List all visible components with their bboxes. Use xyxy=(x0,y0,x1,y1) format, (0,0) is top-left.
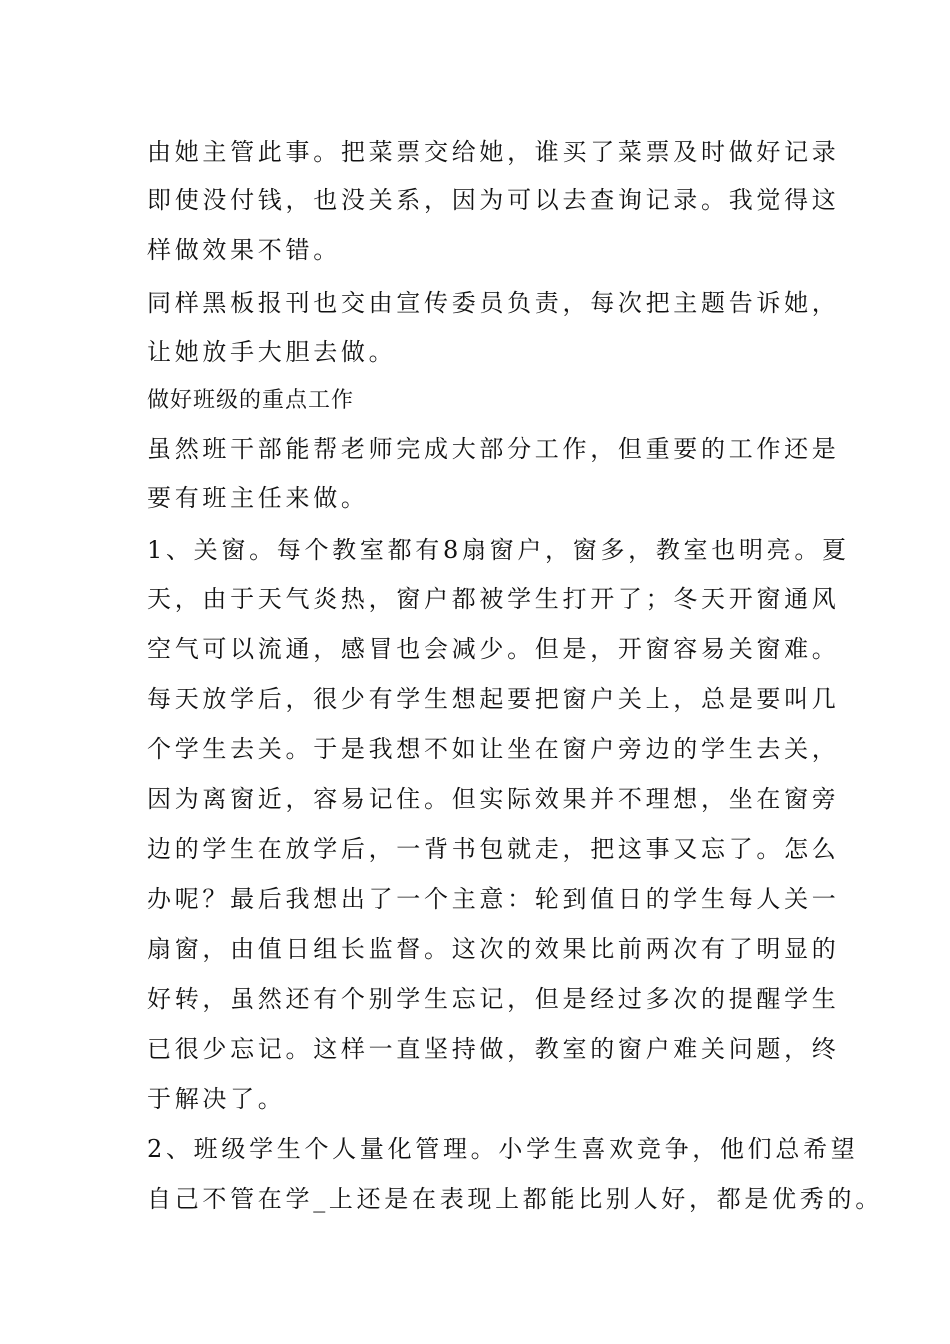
text-line: 空气可以流通，感冒也会减少。但是，开窗容易关窗难。 xyxy=(147,635,840,663)
text-line: 虽然班干部能帮老师完成大部分工作，但重要的工作还是 xyxy=(147,435,840,463)
text-line: 已很少忘记。这样一直坚持做，教室的窗户难关问题，终 xyxy=(147,1035,840,1063)
text-line: 个学生去关。于是我想不如让坐在窗户旁边的学生去关， xyxy=(147,735,840,763)
text-line: 1、关窗。每个教室都有8扇窗户，窗多，教室也明亮。夏 xyxy=(147,536,850,564)
text-line: 天，由于天气炎热，窗户都被学生打开了；冬天开窗通风 xyxy=(147,585,840,613)
text-line: 让她放手大胆去做。 xyxy=(147,338,397,366)
text-line: 因为离窗近，容易记住。但实际效果并不理想，坐在窗旁 xyxy=(147,785,840,813)
text-line: 自己不管在学_上还是在表现上都能比别人好，都是优秀的。 xyxy=(147,1185,883,1213)
text-line: 2、班级学生个人量化管理。小学生喜欢竞争，他们总希望 xyxy=(147,1135,859,1163)
text-line: 即使没付钱，也没关系，因为可以去查询记录。我觉得这 xyxy=(147,186,840,214)
text-line: 办呢？最后我想出了一个主意：轮到值日的学生每人关一 xyxy=(147,885,840,913)
text-line: 于解决了。 xyxy=(147,1085,286,1113)
text-line: 要有班主任来做。 xyxy=(147,484,369,512)
text-line: 样做效果不错。 xyxy=(147,236,341,264)
text-line: 扇窗，由值日组长监督。这次的效果比前两次有了明显的 xyxy=(147,935,840,963)
text-line: 由她主管此事。把菜票交给她，谁买了菜票及时做好记录 xyxy=(147,138,840,166)
text-line: 边的学生在放学后，一背书包就走，把这事又忘了。怎么 xyxy=(147,835,840,863)
text-line: 每天放学后，很少有学生想起要把窗户关上，总是要叫几 xyxy=(147,685,840,713)
section-heading: 做好班级的重点工作 xyxy=(147,388,355,413)
text-line: 同样黑板报刊也交由宣传委员负责，每次把主题告诉她， xyxy=(147,289,840,317)
text-line: 好转，虽然还有个别学生忘记，但是经过多次的提醒学生 xyxy=(147,985,840,1013)
